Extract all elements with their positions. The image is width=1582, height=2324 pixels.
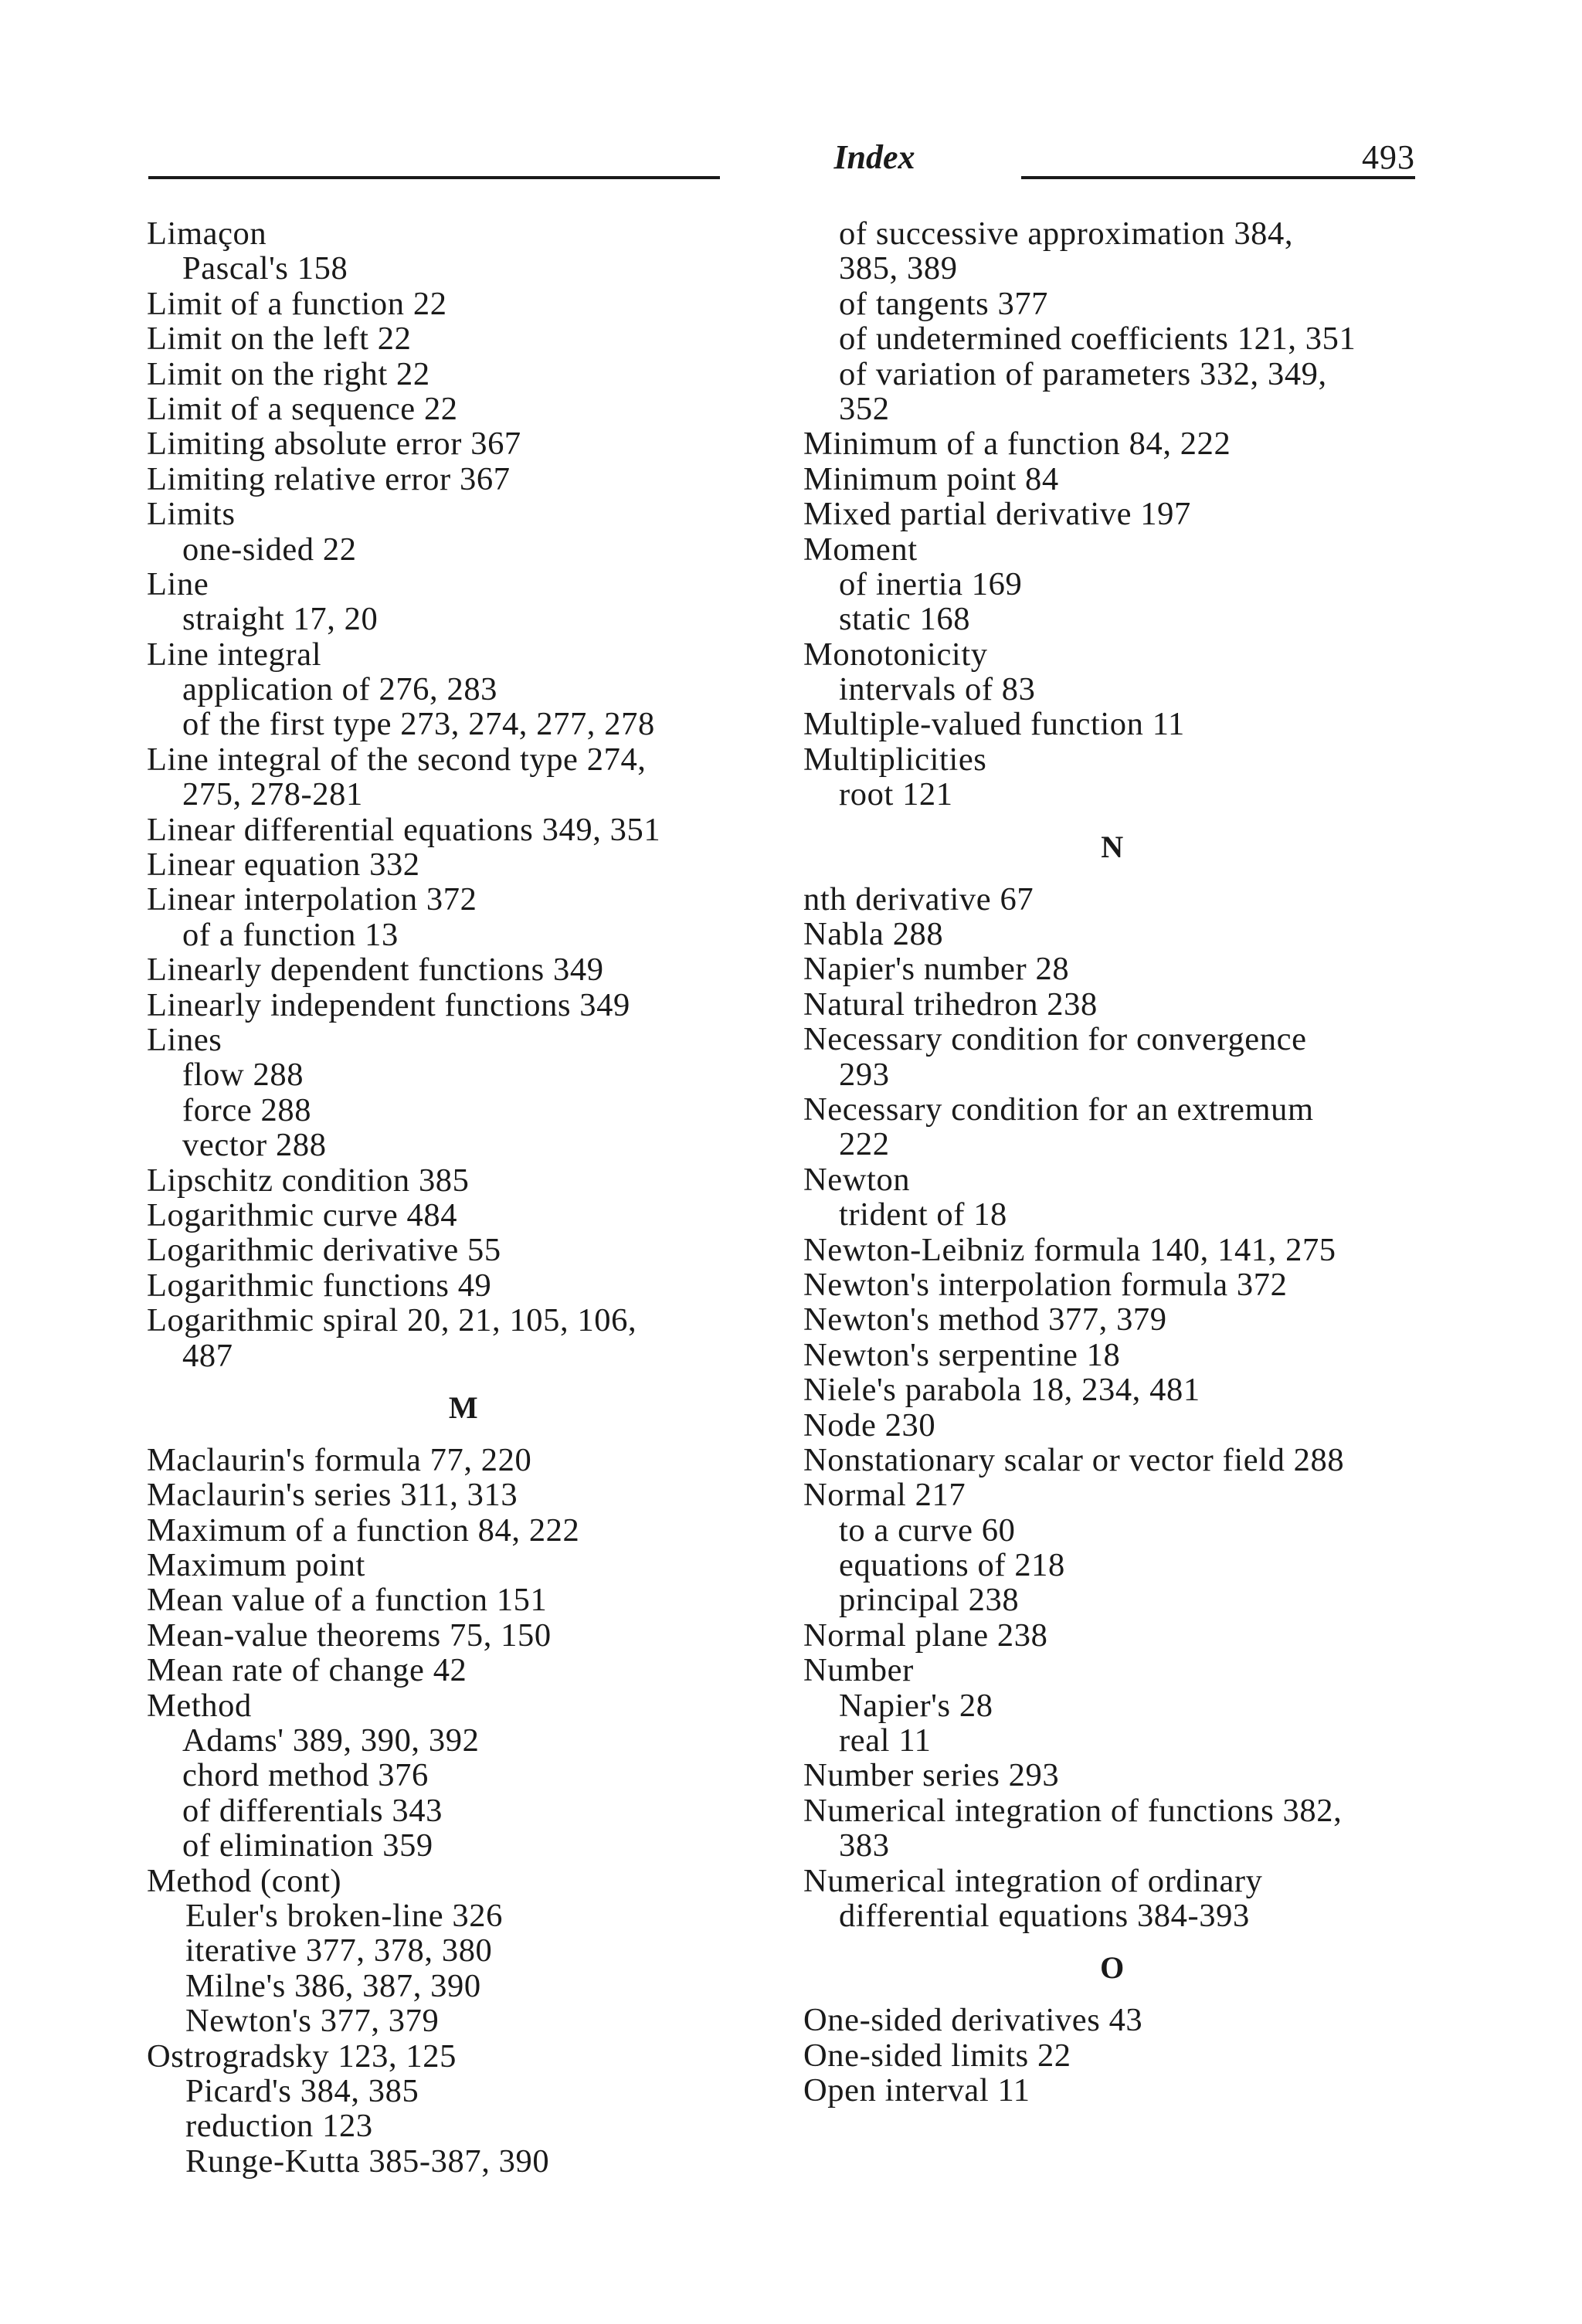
section-letter-m: M: [448, 1389, 479, 1425]
index-entry: Open interval 11: [803, 2072, 1030, 2109]
index-subentry: vector 288: [182, 1127, 327, 1164]
index-entry-continuation: 293: [839, 1056, 890, 1093]
index-subentry: Ostrogradsky 123, 125: [147, 2037, 457, 2075]
index-subentry: Runge-Kutta 385-387, 390: [185, 2142, 550, 2180]
index-subentry: real 11: [839, 1722, 932, 1759]
index-subentry: intervals of 83: [839, 671, 1036, 708]
index-entry: Newton-Leibniz formula 140, 141, 275: [803, 1231, 1336, 1268]
index-entry: One-sided limits 22: [803, 2037, 1071, 2074]
index-entry: Line: [147, 565, 209, 602]
index-entry: Lipschitz condition 385: [147, 1162, 470, 1199]
header-rule-right: [1021, 176, 1415, 179]
index-subentry: of undetermined coefficients 121, 351: [839, 321, 1356, 358]
index-entry: Moment: [803, 531, 918, 568]
index-subentry: chord method 376: [182, 1757, 429, 1794]
index-entry: Niele's parabola 18, 234, 481: [803, 1372, 1200, 1409]
running-header: [148, 136, 1415, 182]
index-entry: Necessary condition for convergence: [803, 1021, 1307, 1058]
index-subentry: of elimination 359: [182, 1827, 433, 1864]
index-entry: Limits: [147, 496, 236, 533]
index-entry: Minimum point 84: [803, 460, 1059, 497]
index-subentry: iterative 377, 378, 380: [185, 1932, 493, 1969]
index-entry: Number: [803, 1652, 914, 1689]
index-entry: Maclaurin's series 311, 313: [147, 1477, 518, 1514]
index-entry-continuation: differential equations 384-393: [839, 1897, 1250, 1934]
index-entry: Maclaurin's formula 77, 220: [147, 1441, 532, 1478]
index-subentry: of a function 13: [182, 916, 399, 953]
index-subentry: Pascal's 158: [182, 250, 348, 287]
index-subentry: Newton's 377, 379: [185, 2003, 440, 2040]
index-entry: Newton's method 377, 379: [803, 1301, 1167, 1338]
index-entry: Limiting absolute error 367: [147, 426, 521, 463]
index-entry: Napier's number 28: [803, 951, 1070, 988]
index-entry: Logarithmic functions 49: [147, 1267, 492, 1304]
index-entry-continuation: 487: [182, 1337, 233, 1374]
index-entry: Line integral of the second type 274,: [147, 741, 647, 778]
index-subentry: force 288: [182, 1091, 312, 1128]
index-entry: Limaçon: [147, 215, 267, 252]
index-entry: Nonstationary scalar or vector field 288: [803, 1441, 1345, 1478]
index-subentry: of tangents 377: [839, 285, 1049, 322]
index-entry: Limit on the left 22: [147, 321, 412, 358]
index-entry: Logarithmic spiral 20, 21, 105, 106,: [147, 1302, 637, 1339]
section-letter-n: N: [1101, 829, 1124, 864]
index-entry: Line integral: [147, 636, 322, 673]
index-entry: Limit of a function 22: [147, 285, 447, 322]
index-entry: Mean value of a function 151: [147, 1582, 548, 1619]
index-entry: Node 230: [803, 1406, 936, 1444]
index-subentry: Napier's 28: [839, 1687, 993, 1724]
index-entry: Newton: [803, 1161, 911, 1198]
index-subentry: equations of 218: [839, 1547, 1065, 1584]
index-entry: Method (cont): [147, 1862, 342, 1899]
index-entry: Multiple-valued function 11: [803, 706, 1185, 743]
index-column-left: [147, 216, 780, 2179]
index-subentry: Euler's broken-line 326: [185, 1897, 503, 1934]
index-entry: Monotonicity: [803, 636, 988, 673]
index-entry: Method: [147, 1687, 252, 1724]
index-subentry: of variation of parameters 332, 349,: [839, 355, 1327, 392]
index-entry: Normal 217: [803, 1477, 966, 1514]
index-entry: Minimum of a function 84, 222: [803, 426, 1231, 463]
index-subentry: one-sided 22: [182, 531, 357, 568]
index-entry-continuation: 352: [839, 390, 890, 427]
index-entry: nth derivative 67: [803, 880, 1034, 918]
index-entry: Maximum of a function 84, 222: [147, 1511, 580, 1549]
index-entry: Limiting relative error 367: [147, 460, 511, 497]
index-subentry: to a curve 60: [839, 1511, 1016, 1549]
index-entry: One-sided derivatives 43: [803, 2002, 1143, 2039]
header-rule-left: [148, 176, 720, 179]
index-subentry: static 168: [839, 601, 971, 638]
index-entry: Linearly dependent functions 349: [147, 952, 604, 989]
index-subentry: reduction 123: [185, 2108, 373, 2145]
index-entry: Logarithmic curve 484: [147, 1196, 458, 1233]
index-entry: Multiplicities: [803, 741, 987, 778]
index-entry: Limit of a sequence 22: [147, 390, 458, 427]
index-entry: Lines: [147, 1021, 222, 1058]
index-entry: Linear equation 332: [147, 846, 420, 884]
index-subentry: of the first type 273, 274, 277, 278: [182, 706, 655, 743]
index-entry: Nabla 288: [803, 916, 944, 953]
index-entry-continuation: 275, 278-281: [182, 776, 363, 813]
index-subentry: application of 276, 283: [182, 671, 498, 708]
section-letter-o: O: [1100, 1950, 1125, 1986]
index-entry: Maximum point: [147, 1547, 365, 1584]
index-entry: Necessary condition for an extremum: [803, 1091, 1314, 1128]
index-subentry: Milne's 386, 387, 390: [185, 1967, 481, 2004]
index-subentry: trident of 18: [839, 1196, 1007, 1233]
index-entry: Mean rate of change 42: [147, 1652, 467, 1689]
index-subentry: flow 288: [182, 1057, 304, 1094]
running-title: Index: [833, 138, 915, 176]
index-entry: Numerical integration of functions 382,: [803, 1792, 1343, 1829]
index-entry-continuation: 222: [839, 1126, 890, 1163]
page-number: 493: [1362, 138, 1415, 176]
index-subentry: straight 17, 20: [182, 601, 379, 638]
index-entry: Linear interpolation 372: [147, 881, 477, 918]
index-entry: Newton's serpentine 18: [803, 1336, 1121, 1373]
index-entry-continuation: 385, 389: [839, 250, 958, 287]
index-entry: Linear differential equations 349, 351: [147, 811, 661, 848]
index-entry: Number series 293: [803, 1757, 1060, 1794]
index-entry-continuation: 383: [839, 1827, 890, 1864]
index-subentry: Picard's 384, 385: [185, 2072, 419, 2109]
index-subentry: principal 238: [839, 1582, 1020, 1619]
index-entry: Linearly independent functions 349: [147, 986, 630, 1023]
index-subentry: root 121: [839, 776, 953, 813]
index-entry: Limit on the right 22: [147, 355, 430, 392]
index-subentry: Adams' 389, 390, 392: [182, 1722, 480, 1759]
index-entry: Mixed partial derivative 197: [803, 496, 1191, 533]
index-entry: Newton's interpolation formula 372: [803, 1266, 1288, 1303]
index-entry: Natural trihedron 238: [803, 986, 1098, 1023]
index-subentry: of successive approximation 384,: [839, 215, 1294, 252]
index-entry: Normal plane 238: [803, 1617, 1048, 1654]
index-entry: Logarithmic derivative 55: [147, 1232, 501, 1269]
index-column-right: [803, 216, 1421, 2109]
index-entry: Mean-value theorems 75, 150: [147, 1617, 552, 1654]
index-entry: Numerical integration of ordinary: [803, 1862, 1263, 1899]
index-subentry: of inertia 169: [839, 565, 1023, 602]
index-subentry: of differentials 343: [182, 1792, 443, 1829]
